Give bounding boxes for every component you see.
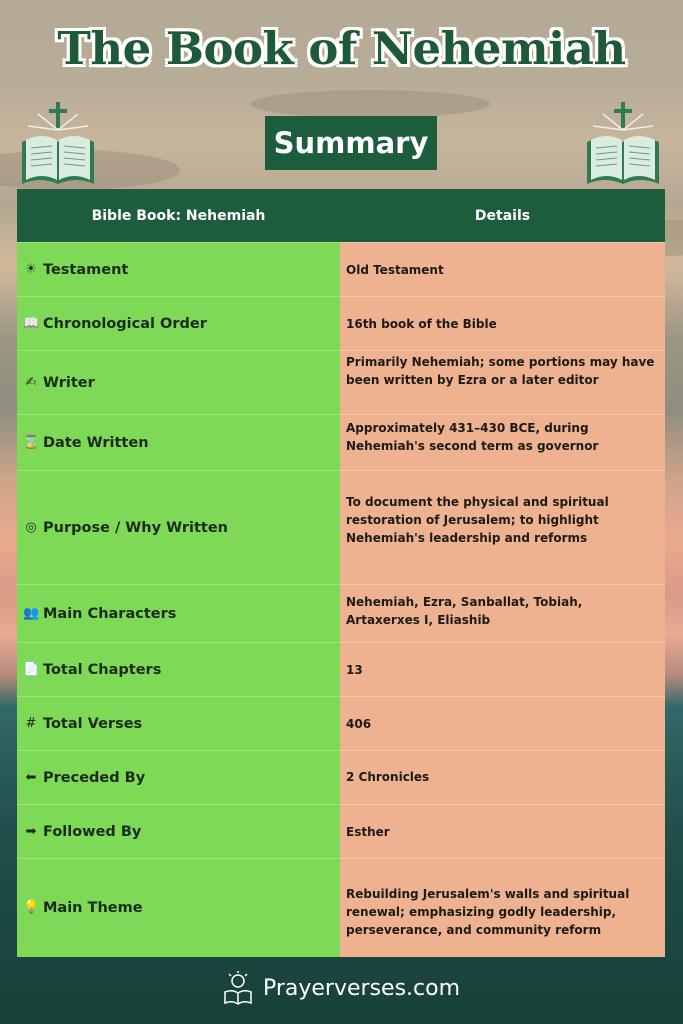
row-value: 16th book of the Bible bbox=[340, 296, 665, 350]
summary-table bbox=[17, 189, 665, 956]
row-value: To document the physical and spiritual restoration of Jerusalem; to highlight Nehemiah's leadership and reforms bbox=[340, 470, 665, 584]
row-label: Chronological Order bbox=[43, 315, 207, 332]
row-value: 406 bbox=[340, 696, 665, 750]
row-label: Followed By bbox=[43, 823, 142, 840]
table-row bbox=[17, 750, 665, 804]
row-value: Old Testament bbox=[340, 242, 665, 296]
book-icon: 📖 bbox=[23, 315, 40, 331]
page-title: The Book of Nehemiah bbox=[57, 22, 626, 75]
footer-site-link[interactable]: Prayerverses.com bbox=[262, 975, 461, 1001]
row-label: Total Verses bbox=[43, 715, 143, 732]
row-label-cell bbox=[17, 584, 340, 642]
row-label: Preceded By bbox=[43, 769, 146, 786]
table-header bbox=[17, 189, 665, 242]
row-value: 13 bbox=[340, 642, 665, 696]
row-label-cell bbox=[17, 296, 340, 350]
header-book: Bible Book: Nehemiah bbox=[91, 207, 266, 224]
cloud bbox=[250, 90, 490, 118]
row-label: Main Characters bbox=[43, 605, 177, 622]
row-label: Total Chapters bbox=[43, 661, 162, 678]
row-label-cell bbox=[17, 470, 340, 584]
table-row bbox=[17, 696, 665, 750]
table-row bbox=[17, 584, 665, 642]
document-icon: 📄 bbox=[23, 661, 40, 677]
table-row bbox=[17, 858, 665, 957]
row-label-cell bbox=[17, 804, 340, 858]
row-label-cell bbox=[17, 350, 340, 414]
row-value: Nehemiah, Ezra, Sanballat, Tobiah, Artaxerxes I, Eliashib bbox=[340, 584, 665, 642]
table-row bbox=[17, 804, 665, 858]
hourglass-icon: ⌛ bbox=[23, 434, 40, 450]
row-label: Writer bbox=[43, 374, 95, 391]
open-bible-icon bbox=[583, 102, 663, 188]
table-row bbox=[17, 296, 665, 350]
row-value: Primarily Nehemiah; some portions may have been written by Ezra or a later editor bbox=[340, 350, 665, 414]
table-row bbox=[17, 414, 665, 470]
table-row bbox=[17, 242, 665, 296]
open-bible-icon bbox=[18, 102, 98, 188]
prayer-lightbulb-icon bbox=[223, 970, 253, 1006]
row-value: Esther bbox=[340, 804, 665, 858]
row-value: Rebuilding Jerusalem's walls and spiritual renewal; emphasizing godly leadership, perseverance, and community reform bbox=[340, 858, 665, 957]
row-label-cell bbox=[17, 242, 340, 296]
table-body bbox=[17, 242, 665, 957]
footer bbox=[0, 968, 683, 1008]
row-label-cell bbox=[17, 414, 340, 470]
right-arrow-icon: ➡ bbox=[25, 823, 37, 839]
row-label: Testament bbox=[43, 261, 129, 278]
table-row bbox=[17, 642, 665, 696]
left-arrow-icon: ⬅ bbox=[25, 769, 37, 785]
row-value: Approximately 431–430 BCE, during Nehemiah's second term as governor bbox=[340, 414, 665, 470]
row-label-cell bbox=[17, 750, 340, 804]
table-row bbox=[17, 470, 665, 584]
people-icon: 👥 bbox=[23, 605, 40, 621]
row-label: Purpose / Why Written bbox=[43, 519, 228, 536]
row-label: Date Written bbox=[43, 434, 149, 451]
table-row bbox=[17, 350, 665, 414]
row-label-cell bbox=[17, 642, 340, 696]
lightbulb-icon: 💡 bbox=[23, 900, 40, 915]
row-label: Main Theme bbox=[43, 900, 143, 916]
writing-hand-icon: ✍ bbox=[25, 374, 37, 390]
row-label-cell bbox=[17, 858, 340, 957]
row-label-cell bbox=[17, 696, 340, 750]
row-value: 2 Chronicles bbox=[340, 750, 665, 804]
target-icon: ◎ bbox=[25, 519, 37, 535]
sun-icon: ☀ bbox=[25, 261, 37, 277]
numbers-icon: # bbox=[25, 715, 37, 731]
header-details: Details bbox=[474, 207, 531, 224]
summary-badge: Summary bbox=[265, 116, 437, 170]
